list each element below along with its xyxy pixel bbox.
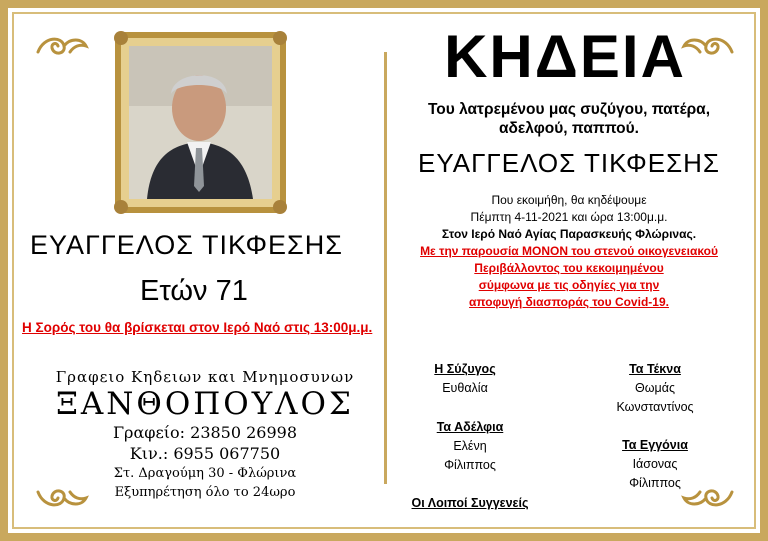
mourner-name: Κωνσταντίνος (616, 400, 694, 414)
mourner-group-siblings (410, 418, 530, 475)
intro-line-1: Του λατρεμένου μας συζύγου, πατέρα, (427, 101, 710, 118)
deceased-name-right: ΕΥΑΓΓΕΛΟΣ ΤΙΚΦΕΣΗΣ (418, 148, 720, 178)
office-address: Στ. Δραγούμη 30 - Φλώρινα (113, 466, 297, 481)
office-mobile: Κιν.: 6955 067750 (129, 444, 281, 463)
intro-line-2: αδελφού, παππού. (499, 120, 639, 137)
covid-line-1: Με την παρουσία ΜΟΝΟΝ του στενού οικογενειακού (420, 244, 718, 258)
covid-line-2: Περιβάλλοντος του κεκοιμημένου (474, 261, 664, 275)
mourner-name: Ιάσονας (632, 457, 678, 471)
mourner-group-spouse (410, 360, 520, 398)
office-service-hours: Εξυπηρέτηση όλο το 24ωρο (114, 485, 296, 500)
mourner-group-others (395, 494, 545, 513)
remains-notice: Η Σορός του θα βρίσκεται στον Ιερό Ναό στις 13:00μ.μ. (22, 320, 373, 335)
info-line-3: Στον Ιερό Ναό Αγίας Παρασκευής Φλώρινας. (441, 227, 697, 241)
info-line-1: Που εκοιμήθη, θα κηδέψουμε (491, 193, 647, 207)
mourner-name: Ευθαλία (442, 381, 488, 395)
service-info (396, 192, 742, 311)
group-heading: Τα Αδέλφια (436, 420, 504, 434)
mourner-group-grandchildren (590, 436, 720, 493)
intro-text (400, 100, 738, 138)
mourner-name: Φίλιππος (444, 458, 496, 472)
office-phone: Γραφείο: 23850 26998 (112, 423, 298, 442)
group-heading: Η Σύζυγος (434, 362, 496, 376)
info-line-2: Πέμπτη 4-11-2021 και ώρα 13:00μ.μ. (470, 210, 668, 224)
group-heading: Τα Εγγόνια (622, 438, 688, 452)
group-heading: Τα Τέκνα (629, 362, 681, 376)
mourner-name: Θωμάς (635, 381, 675, 395)
group-heading: Οι Λοιποί Συγγενείς (411, 496, 529, 510)
covid-line-3: σύμφωνα με τις οδηγίες για την (478, 278, 660, 292)
mourner-name: Φίλιππος (629, 476, 681, 490)
mourner-name: Ελένη (453, 439, 487, 453)
deceased-portrait (113, 30, 288, 215)
column-divider (384, 52, 387, 484)
notice-title: ΚΗΔΕΙΑ (444, 23, 686, 90)
funeral-office-title: Γραφειο Κηδειων και Μνημοσυνων (55, 368, 355, 386)
deceased-name-left: ΕΥΑΓΓΕΛΟΣ ΤΙΚΦΕΣΗΣ (30, 230, 343, 260)
funeral-office-name: ΞΑΝΘΟΠΟΥΛΟΣ (56, 386, 354, 422)
deceased-age: Ετών 71 (140, 275, 248, 307)
mourner-group-children (590, 360, 720, 417)
covid-line-4: αποφυγή διασποράς του Covid-19. (469, 295, 669, 309)
ornament-scroll-icon (34, 32, 90, 60)
